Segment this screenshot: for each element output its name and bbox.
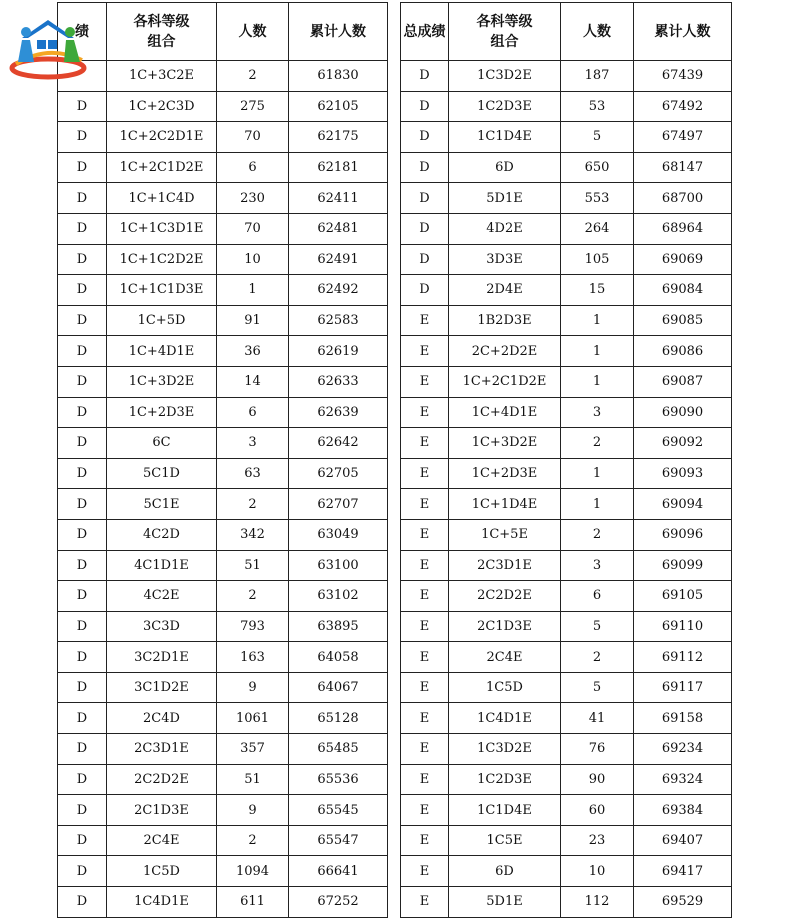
combination-cell: 1C+2C3D — [107, 91, 217, 122]
cumulative-cell: 62705 — [289, 458, 388, 489]
cumulative-cell: 64067 — [289, 672, 388, 703]
count-cell: 5 — [561, 611, 634, 642]
house-people-logo-icon — [8, 14, 90, 82]
cumulative-cell: 69087 — [634, 366, 732, 397]
count-cell: 112 — [561, 887, 634, 918]
cumulative-cell: 69099 — [634, 550, 732, 581]
combination-cell: 2C1D3E — [107, 795, 217, 826]
cumulative-cell: 62633 — [289, 366, 388, 397]
combination-cell: 1C5E — [449, 825, 561, 856]
table-row — [58, 887, 388, 918]
grade-cell: E — [401, 795, 449, 826]
grade-cell: E — [401, 336, 449, 367]
table-row — [401, 91, 732, 122]
count-cell: 3 — [561, 397, 634, 428]
count-cell: 14 — [217, 366, 289, 397]
grade-cell: D — [58, 519, 107, 550]
combination-cell: 1C+1C1D3E — [107, 275, 217, 306]
table-row — [58, 305, 388, 336]
combination-cell: 2C+2D2E — [449, 336, 561, 367]
grade-cell: D — [58, 275, 107, 306]
grade-cell: D — [58, 458, 107, 489]
grade-cell: D — [58, 305, 107, 336]
grade-cell: D — [58, 489, 107, 520]
cumulative-cell: 69086 — [634, 336, 732, 367]
combination-cell: 1C+5D — [107, 305, 217, 336]
count-cell: 2 — [561, 428, 634, 459]
count-cell: 51 — [217, 550, 289, 581]
count-cell: 90 — [561, 764, 634, 795]
combination-cell: 1C+1C3D1E — [107, 213, 217, 244]
grade-cell: E — [401, 366, 449, 397]
table-row — [58, 61, 388, 92]
table-row — [401, 275, 732, 306]
combination-cell: 5D1E — [449, 887, 561, 918]
combination-cell: 1C3D2E — [449, 734, 561, 765]
cumulative-cell: 62707 — [289, 489, 388, 520]
grade-cell: D — [58, 397, 107, 428]
table-row — [58, 336, 388, 367]
count-cell: 1 — [561, 305, 634, 336]
cumulative-cell: 65485 — [289, 734, 388, 765]
grade-cell: D — [58, 642, 107, 673]
cumulative-cell: 62642 — [289, 428, 388, 459]
count-cell: 3 — [561, 550, 634, 581]
table-row — [401, 825, 732, 856]
combination-cell: 6D — [449, 152, 561, 183]
cumulative-cell: 69417 — [634, 856, 732, 887]
grade-cell: D — [58, 887, 107, 918]
combination-cell: 1C+2C1D2E — [449, 366, 561, 397]
cumulative-cell: 62411 — [289, 183, 388, 214]
combination-cell: 1C1D4E — [449, 795, 561, 826]
grade-cell: E — [401, 397, 449, 428]
count-cell: 70 — [217, 122, 289, 153]
count-cell: 63 — [217, 458, 289, 489]
cumulative-cell: 69117 — [634, 672, 732, 703]
grade-cell: E — [401, 825, 449, 856]
cumulative-cell: 69234 — [634, 734, 732, 765]
combination-cell: 2D4E — [449, 275, 561, 306]
grade-cell: D — [58, 734, 107, 765]
table-row — [401, 734, 732, 765]
count-cell: 3 — [217, 428, 289, 459]
cumulative-cell: 69407 — [634, 825, 732, 856]
cumulative-cell: 63102 — [289, 581, 388, 612]
combination-cell: 2C4D — [107, 703, 217, 734]
cumulative-cell: 69092 — [634, 428, 732, 459]
cumulative-cell: 63100 — [289, 550, 388, 581]
header-cumulative: 累计人数 — [289, 3, 388, 61]
table-row — [58, 122, 388, 153]
grade-cell: E — [401, 428, 449, 459]
cumulative-cell: 62491 — [289, 244, 388, 275]
table-row — [58, 734, 388, 765]
grade-cell: D — [58, 336, 107, 367]
combination-cell: 4C2E — [107, 581, 217, 612]
grade-cell: E — [401, 458, 449, 489]
combination-cell: 1C+1D4E — [449, 489, 561, 520]
grade-table-right — [400, 2, 732, 918]
header-combination: 各科等级 组合 — [449, 3, 561, 61]
table-row — [58, 366, 388, 397]
count-cell: 357 — [217, 734, 289, 765]
table-row — [401, 489, 732, 520]
cumulative-cell: 67492 — [634, 91, 732, 122]
cumulative-cell: 69069 — [634, 244, 732, 275]
table-row — [58, 489, 388, 520]
count-cell: 264 — [561, 213, 634, 244]
count-cell: 6 — [561, 581, 634, 612]
combination-cell: 5D1E — [449, 183, 561, 214]
cumulative-cell: 62639 — [289, 397, 388, 428]
header-count: 人数 — [561, 3, 634, 61]
table-row — [401, 887, 732, 918]
table-row — [58, 611, 388, 642]
header-combination: 各科等级 组合 — [107, 3, 217, 61]
table-row — [58, 581, 388, 612]
table-row — [58, 183, 388, 214]
grade-cell: E — [401, 519, 449, 550]
cumulative-cell: 65128 — [289, 703, 388, 734]
table-row — [401, 336, 732, 367]
cumulative-cell: 68700 — [634, 183, 732, 214]
cumulative-cell: 69105 — [634, 581, 732, 612]
grade-cell: D — [58, 152, 107, 183]
grade-cell: D — [401, 122, 449, 153]
table-row — [401, 61, 732, 92]
cumulative-cell: 62583 — [289, 305, 388, 336]
count-cell: 650 — [561, 152, 634, 183]
cumulative-cell: 67497 — [634, 122, 732, 153]
cumulative-cell: 65536 — [289, 764, 388, 795]
combination-cell: 2C2D2E — [449, 581, 561, 612]
cumulative-cell: 69384 — [634, 795, 732, 826]
count-cell: 553 — [561, 183, 634, 214]
count-cell: 51 — [217, 764, 289, 795]
count-cell: 1094 — [217, 856, 289, 887]
combination-cell: 1C4D1E — [449, 703, 561, 734]
cumulative-cell: 69324 — [634, 764, 732, 795]
table-row — [58, 764, 388, 795]
combination-cell: 1C+4D1E — [449, 397, 561, 428]
count-cell: 2 — [217, 581, 289, 612]
count-cell: 5 — [561, 672, 634, 703]
count-cell: 2 — [561, 519, 634, 550]
grade-cell: D — [58, 122, 107, 153]
grade-cell: E — [401, 672, 449, 703]
table-row — [58, 672, 388, 703]
cumulative-cell: 65547 — [289, 825, 388, 856]
count-cell: 5 — [561, 122, 634, 153]
count-cell: 275 — [217, 91, 289, 122]
count-cell: 9 — [217, 795, 289, 826]
table-row — [401, 581, 732, 612]
table-row — [401, 642, 732, 673]
count-cell: 91 — [217, 305, 289, 336]
cumulative-cell: 65545 — [289, 795, 388, 826]
count-cell: 2 — [217, 61, 289, 92]
table-row — [58, 397, 388, 428]
combination-cell: 3C1D2E — [107, 672, 217, 703]
cumulative-cell: 66641 — [289, 856, 388, 887]
combination-cell: 1C+5E — [449, 519, 561, 550]
count-cell: 6 — [217, 152, 289, 183]
grade-cell: D — [401, 152, 449, 183]
table-row — [401, 856, 732, 887]
grade-cell: D — [401, 213, 449, 244]
cumulative-cell: 62619 — [289, 336, 388, 367]
grade-cell: D — [401, 91, 449, 122]
cumulative-cell: 62492 — [289, 275, 388, 306]
grade-cell: E — [401, 856, 449, 887]
cumulative-cell: 67252 — [289, 887, 388, 918]
grade-cell: D — [58, 550, 107, 581]
count-cell: 1 — [217, 275, 289, 306]
header-count: 人数 — [217, 3, 289, 61]
table-row — [58, 795, 388, 826]
count-cell: 230 — [217, 183, 289, 214]
table-row — [401, 244, 732, 275]
grade-cell: D — [58, 856, 107, 887]
combination-cell: 3C2D1E — [107, 642, 217, 673]
combination-cell: 1C+2D3E — [107, 397, 217, 428]
cumulative-cell: 69094 — [634, 489, 732, 520]
combination-cell: 2C2D2E — [107, 764, 217, 795]
grade-cell: D — [58, 183, 107, 214]
combination-cell: 4C2D — [107, 519, 217, 550]
count-cell: 9 — [217, 672, 289, 703]
header-row — [58, 3, 388, 61]
count-cell: 1061 — [217, 703, 289, 734]
cumulative-cell: 69158 — [634, 703, 732, 734]
count-cell: 163 — [217, 642, 289, 673]
combination-cell: 3D3E — [449, 244, 561, 275]
cumulative-cell: 69090 — [634, 397, 732, 428]
table-row — [401, 213, 732, 244]
combination-cell: 1C4D1E — [107, 887, 217, 918]
count-cell: 60 — [561, 795, 634, 826]
count-cell: 342 — [217, 519, 289, 550]
combination-cell: 2C1D3E — [449, 611, 561, 642]
cumulative-cell: 63049 — [289, 519, 388, 550]
combination-cell: 6D — [449, 856, 561, 887]
grade-cell: D — [58, 795, 107, 826]
combination-cell: 5C1E — [107, 489, 217, 520]
grade-cell: D — [401, 244, 449, 275]
grade-cell: D — [58, 703, 107, 734]
grade-cell: E — [401, 489, 449, 520]
combination-cell: 2C4E — [449, 642, 561, 673]
count-cell: 1 — [561, 489, 634, 520]
grade-table-left — [57, 2, 388, 918]
combination-cell: 1C+3D2E — [107, 366, 217, 397]
combination-cell: 1C3D2E — [449, 61, 561, 92]
combination-cell: 6C — [107, 428, 217, 459]
table-row — [401, 183, 732, 214]
cumulative-cell: 69093 — [634, 458, 732, 489]
table-row — [58, 825, 388, 856]
cumulative-cell: 69112 — [634, 642, 732, 673]
combination-cell: 1C+2D3E — [449, 458, 561, 489]
grade-cell: E — [401, 581, 449, 612]
combination-cell: 2C3D1E — [449, 550, 561, 581]
table-row — [401, 703, 732, 734]
table-row — [58, 519, 388, 550]
count-cell: 187 — [561, 61, 634, 92]
table-row — [58, 91, 388, 122]
cumulative-cell: 69529 — [634, 887, 732, 918]
cumulative-cell: 62481 — [289, 213, 388, 244]
grade-cell: D — [401, 275, 449, 306]
table-row — [401, 519, 732, 550]
table-row — [401, 611, 732, 642]
header-grade: 绩 — [58, 3, 107, 61]
combination-cell: 1C2D3E — [449, 91, 561, 122]
grade-cell: D — [58, 611, 107, 642]
cumulative-cell: 69110 — [634, 611, 732, 642]
combination-cell: 1C+4D1E — [107, 336, 217, 367]
table-row — [58, 550, 388, 581]
grade-cell: D — [58, 366, 107, 397]
table-row — [401, 428, 732, 459]
combination-cell: 1C+2C2D1E — [107, 122, 217, 153]
count-cell: 70 — [217, 213, 289, 244]
combination-cell: 1B2D3E — [449, 305, 561, 336]
grade-cell: E — [401, 764, 449, 795]
cumulative-cell: 68964 — [634, 213, 732, 244]
count-cell: 2 — [561, 642, 634, 673]
grade-cell: E — [401, 305, 449, 336]
cumulative-cell: 62175 — [289, 122, 388, 153]
table-row — [401, 458, 732, 489]
table-row — [401, 764, 732, 795]
count-cell: 611 — [217, 887, 289, 918]
grade-cell: D — [401, 183, 449, 214]
table-row — [58, 458, 388, 489]
combination-cell: 4C1D1E — [107, 550, 217, 581]
grade-cell: E — [401, 703, 449, 734]
count-cell: 105 — [561, 244, 634, 275]
combination-cell: 1C+3D2E — [449, 428, 561, 459]
cumulative-cell: 67439 — [634, 61, 732, 92]
count-cell: 1 — [561, 366, 634, 397]
table-row — [401, 550, 732, 581]
combination-cell: 5C1D — [107, 458, 217, 489]
count-cell: 53 — [561, 91, 634, 122]
grade-cell: D — [58, 213, 107, 244]
count-cell: 793 — [217, 611, 289, 642]
count-cell: 6 — [217, 397, 289, 428]
grade-cell: D — [58, 672, 107, 703]
cumulative-cell: 69096 — [634, 519, 732, 550]
count-cell: 15 — [561, 275, 634, 306]
cumulative-cell: 69085 — [634, 305, 732, 336]
cumulative-cell: 61830 — [289, 61, 388, 92]
count-cell: 2 — [217, 489, 289, 520]
table-row — [401, 122, 732, 153]
cumulative-cell: 63895 — [289, 611, 388, 642]
grade-cell: E — [401, 611, 449, 642]
count-cell: 10 — [217, 244, 289, 275]
combination-cell: 1C2D3E — [449, 764, 561, 795]
table-row — [58, 213, 388, 244]
grade-cell: E — [401, 550, 449, 581]
table-row — [58, 244, 388, 275]
table-row — [401, 795, 732, 826]
combination-cell: 1C5D — [449, 672, 561, 703]
combination-cell: 1C+1C2D2E — [107, 244, 217, 275]
combination-cell: 1C5D — [107, 856, 217, 887]
table-body-right — [401, 61, 732, 918]
cumulative-cell: 64058 — [289, 642, 388, 673]
combination-cell: 1C+1C4D — [107, 183, 217, 214]
grade-cell: D — [401, 61, 449, 92]
grade-cell: D — [58, 244, 107, 275]
table-row — [401, 397, 732, 428]
table-row — [58, 428, 388, 459]
table-body-left — [58, 61, 388, 918]
grade-cell: E — [401, 642, 449, 673]
count-cell: 76 — [561, 734, 634, 765]
combination-cell: 3C3D — [107, 611, 217, 642]
combination-cell: 1C1D4E — [449, 122, 561, 153]
table-row — [58, 152, 388, 183]
combination-cell: 1C+2C1D2E — [107, 152, 217, 183]
cumulative-cell: 62181 — [289, 152, 388, 183]
grade-cell: D — [58, 581, 107, 612]
cumulative-cell: 68147 — [634, 152, 732, 183]
header-total-grade: 总成绩 — [401, 3, 449, 61]
grade-cell: E — [401, 734, 449, 765]
grade-cell: D — [58, 764, 107, 795]
count-cell: 2 — [217, 825, 289, 856]
count-cell: 36 — [217, 336, 289, 367]
table-row — [58, 856, 388, 887]
count-cell: 41 — [561, 703, 634, 734]
cumulative-cell: 62105 — [289, 91, 388, 122]
grade-cell: D — [58, 825, 107, 856]
count-cell: 1 — [561, 458, 634, 489]
grade-cell: D — [58, 91, 107, 122]
table-row — [401, 152, 732, 183]
grade-cell: D — [58, 428, 107, 459]
table-row — [401, 366, 732, 397]
header-row — [401, 3, 732, 61]
table-row — [401, 672, 732, 703]
count-cell: 23 — [561, 825, 634, 856]
table-row — [58, 703, 388, 734]
table-row — [58, 642, 388, 673]
table-row — [401, 305, 732, 336]
combination-cell: 2C3D1E — [107, 734, 217, 765]
combination-cell: 1C+3C2E — [107, 61, 217, 92]
count-cell: 1 — [561, 336, 634, 367]
header-cumulative: 累计人数 — [634, 3, 732, 61]
grade-cell: E — [401, 887, 449, 918]
cumulative-cell: 69084 — [634, 275, 732, 306]
table-row — [58, 275, 388, 306]
combination-cell: 4D2E — [449, 213, 561, 244]
count-cell: 10 — [561, 856, 634, 887]
combination-cell: 2C4E — [107, 825, 217, 856]
